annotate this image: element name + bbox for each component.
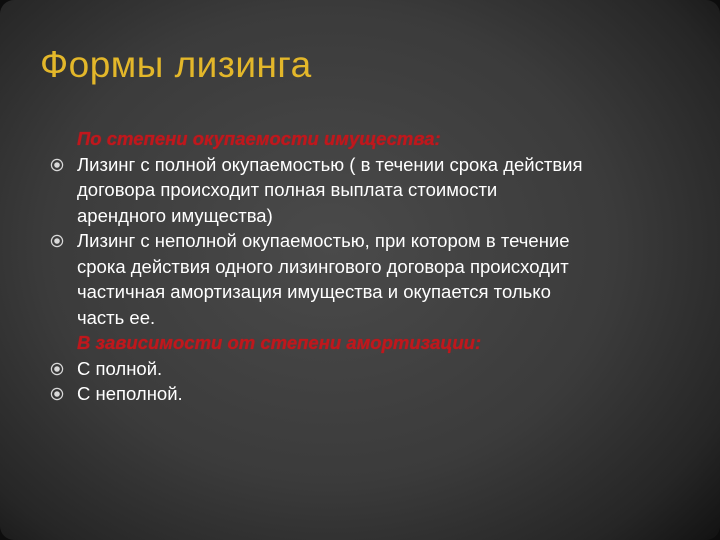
section-heading [50, 330, 590, 356]
target-bullet-icon [50, 234, 64, 248]
bullet-text: С полной. [77, 357, 163, 379]
slide-title: Формы лизинга [40, 44, 312, 85]
slide-body [50, 126, 590, 407]
bullet-text: Лизинг с неполной окупаемостью, при котором в течение срока действия одного лизингового договора происходит частичная амортизация имущества и окупается только часть ее. [77, 230, 570, 328]
bullet-item [50, 152, 590, 229]
bullet-item [50, 381, 590, 407]
section-heading [50, 126, 590, 152]
bullet-text: С неполной. [77, 383, 183, 404]
bullet-item [50, 356, 590, 382]
target-bullet-icon [50, 158, 64, 172]
bullet-item [50, 228, 590, 330]
bullet-text: Лизинг с полной окупаемостью ( в течении срока действия договора происходит полная выплата стоимости арендного имущества) [77, 153, 583, 226]
target-bullet-icon [50, 387, 64, 401]
target-bullet-icon [50, 362, 64, 376]
section-heading-text: В зависимости от степени амортизации: [77, 332, 482, 353]
section-heading-text: По степени окупаемости имущества: [77, 128, 441, 149]
